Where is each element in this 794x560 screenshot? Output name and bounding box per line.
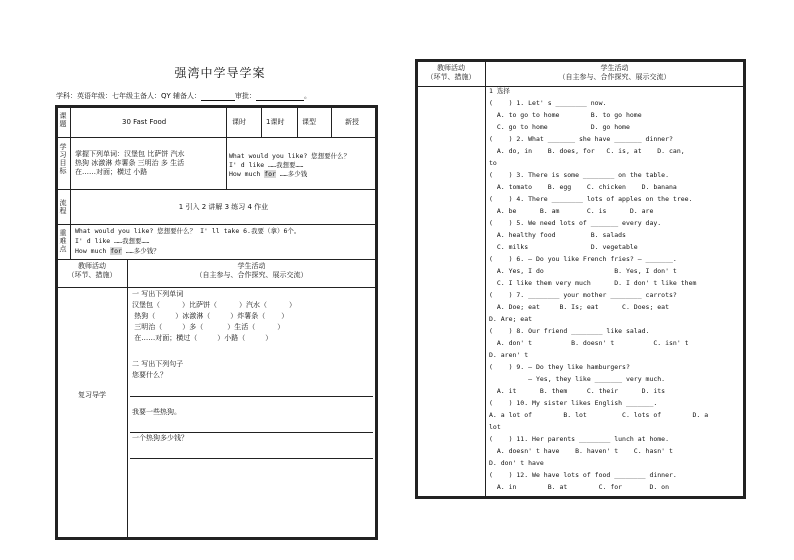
exercise-line: A. doesn' t have B. haven' t C. hasn' t bbox=[489, 447, 673, 455]
exercise-line: ( ) 10. My sister likes English _______. bbox=[489, 399, 658, 407]
right-table-top-border bbox=[415, 59, 746, 62]
exercise-line: A. do, in B. does, for C. is, at D. can, bbox=[489, 147, 685, 155]
highlighted-word: for bbox=[110, 247, 122, 255]
key-line: How much for ……多少钱？ bbox=[75, 247, 160, 255]
type-value: 新授 bbox=[345, 118, 359, 126]
process-label: 流程 bbox=[59, 199, 67, 215]
col-divider bbox=[226, 137, 227, 189]
exercise-line: A. be B. am C. is D. are bbox=[489, 207, 654, 215]
meta-blank-review bbox=[256, 93, 304, 101]
vocab-row: 在……对面；横过（ ）小路（ ） bbox=[134, 334, 273, 342]
exercise-line: to bbox=[489, 159, 497, 167]
col-divider bbox=[70, 107, 71, 259]
right-table-bottom-border bbox=[415, 496, 746, 499]
table-bottom-border bbox=[55, 537, 378, 540]
topic-value: 30 Fast Food bbox=[122, 118, 167, 126]
review-label: 复习导学 bbox=[78, 391, 106, 399]
exercise-line: D. aren' t bbox=[489, 351, 529, 359]
exercise-section-title: 1 选择 bbox=[489, 87, 510, 95]
exercise-line: A. in B. at C. for D. on bbox=[489, 483, 670, 491]
right-table-left-border bbox=[415, 59, 418, 499]
col-divider bbox=[331, 107, 332, 138]
right-student-header: 学生活动 （自主参与、合作探究、展示交流） bbox=[558, 64, 671, 81]
exercise-line: ( ) 5. We need lots of _______ every day. bbox=[489, 219, 662, 227]
goals-sentences bbox=[229, 152, 375, 179]
type-label: 课型 bbox=[302, 118, 316, 126]
exercise-line: A. Doe; eat B. Is; eat C. Does; eat bbox=[489, 303, 670, 311]
exercise-line: C. I like them very much D. I don' t like them bbox=[489, 279, 697, 287]
sentence-prompt: 一个热狗多少钱？ bbox=[132, 434, 188, 442]
row-divider bbox=[57, 259, 376, 260]
vocab-row: 汉堡包（ ）比萨饼（ ）汽水（ ） bbox=[132, 301, 296, 309]
exercise-line: ( ) 9. — Do they like hamburgers? bbox=[489, 363, 630, 371]
section-heading: 一 写出下列单词 bbox=[132, 290, 184, 298]
exercise-line: A. don' t B. doesn' t C. isn' t bbox=[489, 339, 689, 347]
goals-sentence: How much for ……多少钱 bbox=[229, 170, 308, 178]
key-label: 重难点 bbox=[59, 229, 67, 253]
vocab-section bbox=[132, 289, 372, 344]
table-left-border bbox=[55, 105, 58, 540]
exercise-line: D. don' t have bbox=[489, 459, 544, 467]
exercise-line: A. tomato B. egg C. chicken D. banana bbox=[489, 183, 677, 191]
answer-line bbox=[130, 396, 373, 397]
sentence-section-heading: 二 写出下列句子 bbox=[132, 360, 184, 368]
table-right-border bbox=[375, 105, 378, 540]
topic-label: 课题 bbox=[59, 112, 67, 128]
exercise-line: C. milks D. vegetable bbox=[489, 243, 638, 251]
hours-label: 课时 bbox=[232, 118, 246, 126]
hours-value: 1课时 bbox=[266, 118, 285, 126]
exercise-line: A. it B. them C. their D. its bbox=[489, 387, 666, 395]
goals-label: 学习目标 bbox=[59, 143, 67, 175]
vocab-row: 三明治（ ）多（ ）生活（ ） bbox=[134, 323, 285, 331]
exercise-line: D. Are; eat bbox=[489, 315, 533, 323]
row-divider bbox=[57, 189, 376, 190]
right-teacher-header: 教师活动 （环节、措施） bbox=[426, 64, 476, 81]
row-divider bbox=[417, 86, 744, 87]
goals-vocab-line: 掌握下列单词：汉堡包 比萨饼 汽水 bbox=[75, 150, 185, 158]
goals-vocab-line: 热狗 冰激淋 炸薯条 三明治 多 生活 bbox=[75, 159, 185, 167]
row-divider bbox=[57, 287, 376, 288]
exercise-line: ( ) 12. We have lots of food ________ dinner. bbox=[489, 471, 677, 479]
exercise-line: ( ) 4. There ________ lots of apples on the tree. bbox=[489, 195, 693, 203]
key-content bbox=[75, 226, 375, 256]
exercise-line: ( ) 1. Let' s ________ now. bbox=[489, 99, 607, 107]
col-divider bbox=[261, 107, 262, 138]
exercise-line: A. a lot of B. lot C. lots of D. a bbox=[489, 411, 709, 419]
exercise-line: ( ) 8. Our friend ________ like salad. bbox=[489, 327, 650, 335]
exercise-line: A. Yes, I do B. Yes, I don' t bbox=[489, 267, 677, 275]
col-divider bbox=[226, 107, 227, 138]
meta-blank-assist bbox=[201, 93, 235, 101]
exercise-line: A. healthy food B. salads bbox=[489, 231, 626, 239]
exercise-line: — Yes, they like _______ very much. bbox=[489, 375, 666, 383]
sentence-prompt: 我要一些热狗。 bbox=[132, 408, 181, 416]
process-value: 1 引入 2 讲解 3 练习 4 作业 bbox=[178, 203, 269, 211]
table-top-border bbox=[55, 105, 378, 108]
col-divider bbox=[485, 61, 486, 497]
teacher-activity-header: 教师活动 （环节、措施） bbox=[67, 262, 117, 279]
key-line: I' d like ……我想要…… bbox=[75, 237, 150, 245]
goals-vocab-line: 在……对面；横过 小路 bbox=[75, 168, 148, 176]
vocab-row: 热狗（ ）冰激淋（ ）炸薯条（ ） bbox=[134, 312, 289, 320]
page-title: 强湾中学导学案 bbox=[174, 66, 266, 80]
goals-sentence: I' d like ……我想要…… bbox=[229, 161, 304, 169]
col-divider bbox=[297, 107, 298, 138]
meta-subject: 学科：英语年级：七年级主备人：QY 辅备人： bbox=[56, 92, 202, 100]
document-meta: 学科：英语年级：七年级主备人：QY 辅备人： 审批： 。 bbox=[56, 92, 312, 100]
meta-review: 审批： bbox=[235, 92, 257, 100]
row-divider bbox=[57, 137, 376, 138]
exercise-line: C. go to home D. go home bbox=[489, 123, 630, 131]
exercise-line: ( ) 6. — Do you like French fries? — _______. bbox=[489, 255, 677, 263]
exercise-line: ( ) 2. What _______ she have _______ dinner? bbox=[489, 135, 673, 143]
answer-line bbox=[130, 458, 373, 459]
goals-sentence: What would you like? 您想要什么？ bbox=[229, 152, 351, 160]
col-divider bbox=[127, 259, 128, 538]
exercise-line: A. to go to home B. to go home bbox=[489, 111, 642, 119]
highlighted-word: for bbox=[264, 170, 276, 178]
key-line: What would you like? 您想要什么？ I' ll take 6.我要（拿）6个。 bbox=[75, 227, 301, 235]
exercise-line: ( ) 11. Her parents ________ lunch at home. bbox=[489, 435, 670, 443]
goals-vocab bbox=[75, 150, 225, 177]
exercise-line: lot bbox=[489, 423, 501, 431]
exercise-line: ( ) 3. There is some ________ on the table. bbox=[489, 171, 670, 179]
answer-line bbox=[130, 432, 373, 433]
row-divider bbox=[57, 224, 376, 225]
exercise-line: ( ) 7. ________ your mother ________ carrots? bbox=[489, 291, 677, 299]
student-activity-header: 学生活动 （自主参与、合作探究、展示交流） bbox=[195, 262, 308, 279]
sentence-prompt: 您要什么？ bbox=[132, 371, 167, 379]
